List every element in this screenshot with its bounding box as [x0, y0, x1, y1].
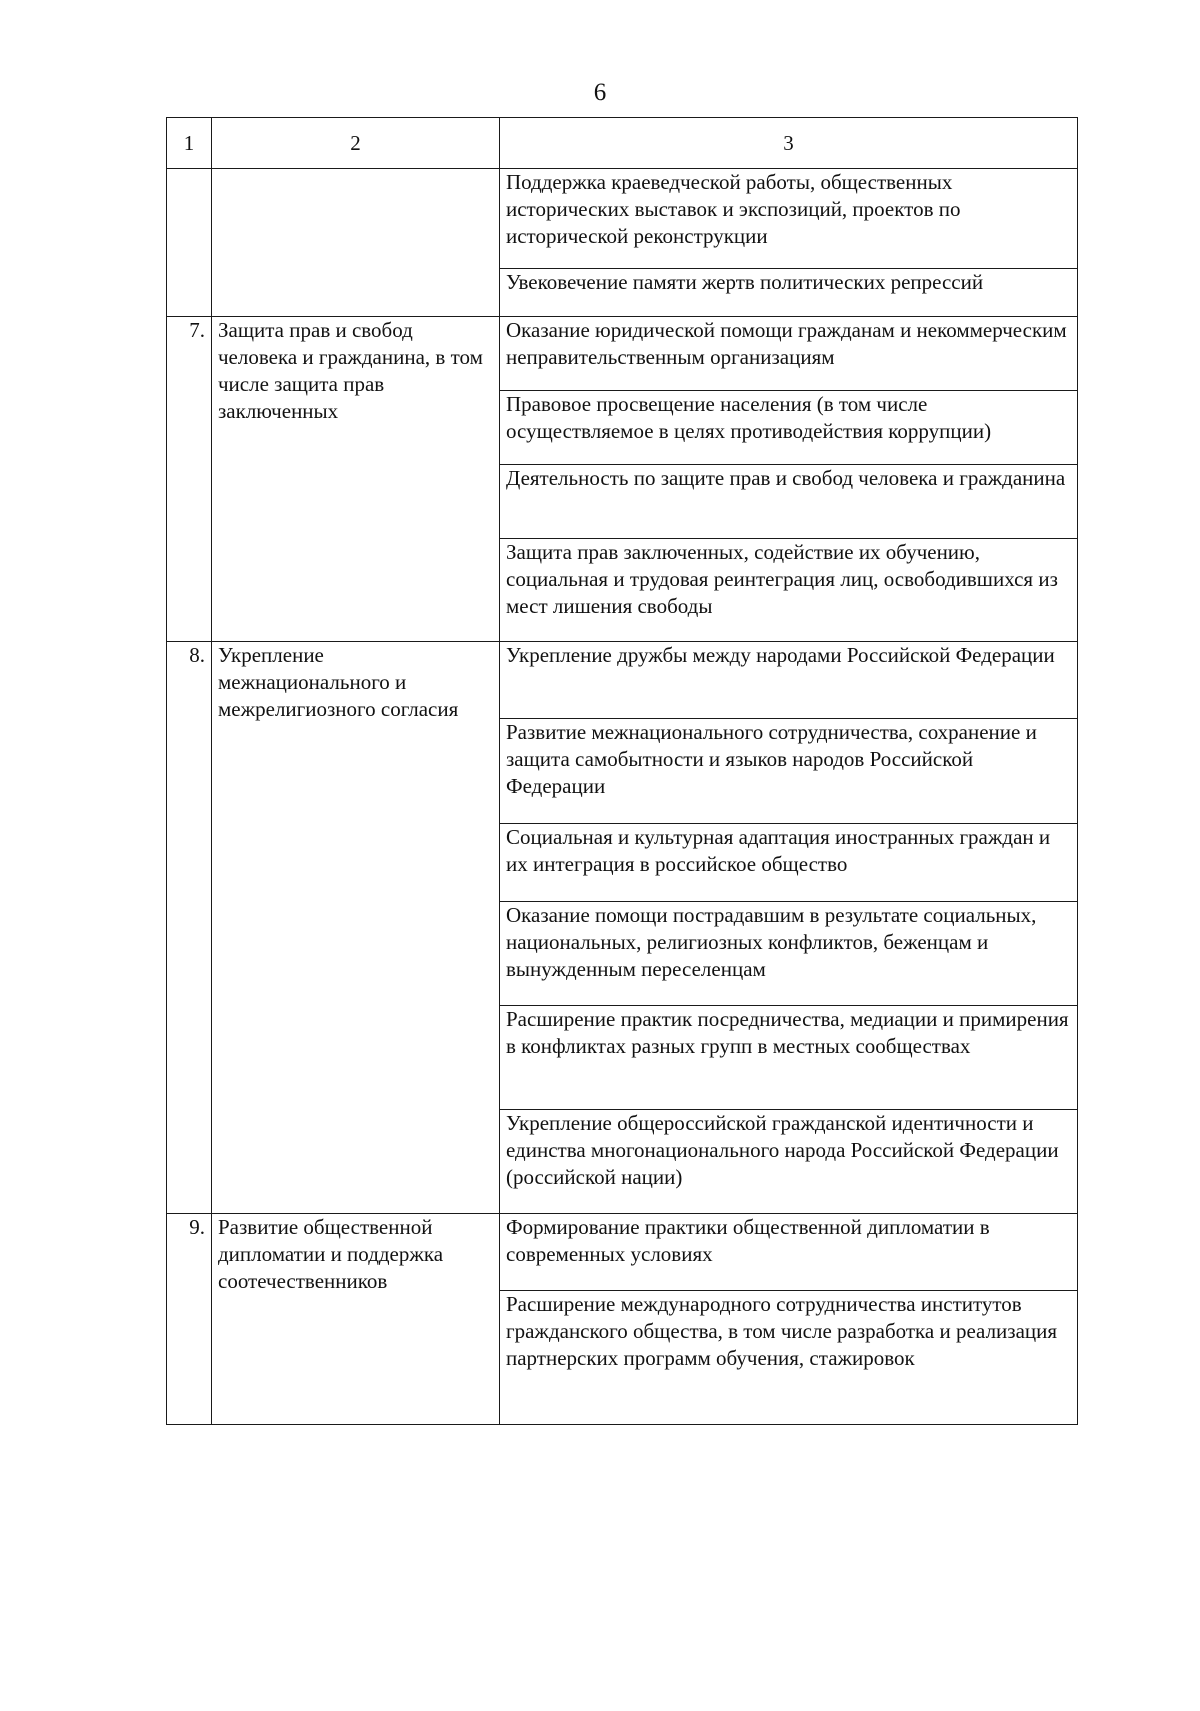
activity-cell: Развитие межнационального сотрудничества, сохранение и защита самобытности и языков народов Российской Федерации [500, 719, 1078, 824]
row-number-cell: 8. [167, 642, 212, 1214]
activity-cell: Поддержка краеведческой работы, общественных исторических выставок и экспозиций, проектов по исторической реконструкции [500, 169, 1078, 269]
table-row [167, 317, 1078, 391]
table-row [167, 642, 1078, 719]
activity-cell: Укрепление общероссийской гражданской идентичности и единства многонационального народа Российской Федерации (российской нации) [500, 1110, 1078, 1214]
column-header-1: 1 [167, 118, 212, 169]
activity-cell: Формирование практики общественной дипломатии в современных условиях [500, 1214, 1078, 1291]
row-number-cell [167, 169, 212, 317]
table-row [167, 169, 1078, 269]
column-header-3: 3 [500, 118, 1078, 169]
row-number-cell: 7. [167, 317, 212, 642]
direction-name-cell [212, 169, 500, 317]
activity-cell: Правовое просвещение населения (в том числе осуществляемое в целях противодействия коррупции) [500, 391, 1078, 465]
direction-name-cell: Защита прав и свобод человека и гражданина, в том числе защита прав заключенных [212, 317, 500, 642]
activity-cell: Оказание юридической помощи гражданам и некоммерческим неправительственным организациям [500, 317, 1078, 391]
page-number: 6 [593, 79, 607, 106]
activity-cell: Расширение практик посредничества, медиации и примирения в конфликтах разных групп в местных сообществах [500, 1006, 1078, 1110]
row-number-cell: 9. [167, 1214, 212, 1425]
activity-cell: Увековечение памяти жертв политических репрессий [500, 269, 1078, 317]
directions-table [166, 117, 1078, 1425]
activity-cell: Социальная и культурная адаптация иностранных граждан и их интеграция в российское общество [500, 824, 1078, 902]
direction-name-cell: Развитие общественной дипломатии и поддержка соотечественников [212, 1214, 500, 1425]
direction-name-cell: Укрепление межнационального и межрелигиозного согласия [212, 642, 500, 1214]
activity-cell: Расширение международного сотрудничества институтов гражданского общества, в том числе разработка и реализация партнерских программ обучения, стажировок [500, 1291, 1078, 1425]
header-row [167, 118, 1078, 169]
table-row [167, 1214, 1078, 1291]
activity-cell: Защита прав заключенных, содействие их обучению, социальная и трудовая реинтеграция лиц, освободившихся из мест лишения свободы [500, 539, 1078, 642]
activity-cell: Оказание помощи пострадавшим в результате социальных, национальных, религиозных конфликтов, беженцам и вынужденным переселенцам [500, 902, 1078, 1006]
column-header-2: 2 [212, 118, 500, 169]
activity-cell: Укрепление дружбы между народами Российской Федерации [500, 642, 1078, 719]
activity-cell: Деятельность по защите прав и свобод человека и гражданина [500, 465, 1078, 539]
